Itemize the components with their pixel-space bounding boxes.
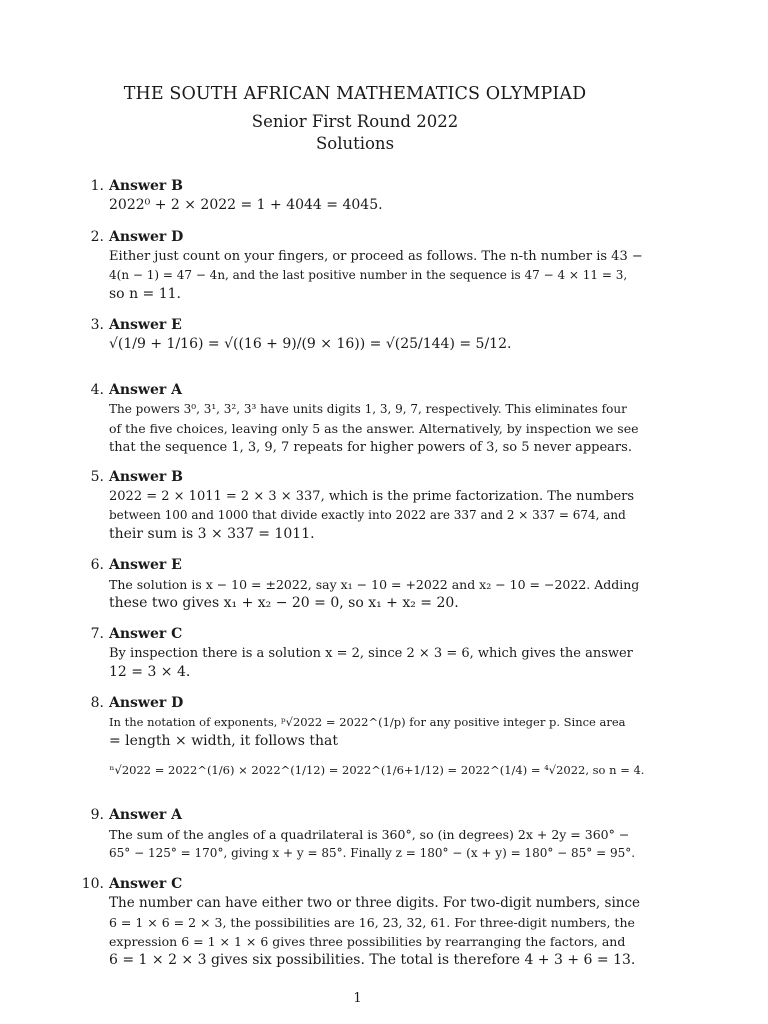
item-number: 3. bbox=[90, 317, 104, 333]
item-number: 6. bbox=[90, 557, 104, 573]
solution-line: The number can have either two or three digits. For two-digit numbers, since bbox=[109, 895, 641, 911]
solution-line: Either just count on your fingers, or proceed as follows. The n-th number is 43 − bbox=[109, 249, 643, 264]
solution-line: 12 = 3 × 4. bbox=[109, 664, 191, 680]
solution-line: 4(n − 1) = 47 − 4n, and the last positive number in the sequence is 47 − 4 × 11 = 3, bbox=[109, 268, 628, 282]
solution-line: 2022⁰ + 2 × 2022 = 1 + 4044 = 4045. bbox=[109, 197, 383, 213]
answer-label: Answer B bbox=[109, 469, 183, 485]
answer-label: Answer E bbox=[109, 557, 182, 573]
item-number: 8. bbox=[90, 695, 104, 711]
solution-line: expression 6 = 1 × 1 × 6 gives three possibilities by rearranging the factors, and bbox=[109, 934, 626, 949]
item-number: 7. bbox=[90, 626, 104, 642]
solution-line: The powers 3⁰, 3¹, 3², 3³ have units digits 1, 3, 9, 7, respectively. This eliminates four bbox=[109, 402, 627, 416]
solution-item bbox=[80, 316, 645, 354]
item-number: 9. bbox=[90, 807, 104, 823]
item-number: 5. bbox=[90, 469, 104, 485]
answer-label: Answer D bbox=[109, 695, 184, 711]
solution-line: between 100 and 1000 that divide exactly into 2022 are 337 and 2 × 337 = 674, and bbox=[109, 508, 626, 522]
section-title: Solutions bbox=[315, 134, 395, 153]
solution-item bbox=[80, 556, 645, 613]
solution-line: 2022 = 2 × 1011 = 2 × 3 × 337, which is the prime factorization. The numbers bbox=[109, 489, 635, 504]
item-number: 4. bbox=[90, 382, 104, 398]
page-number: 1 bbox=[353, 991, 362, 1006]
solution-line: these two gives x₁ + x₂ − 20 = 0, so x₁ + x₂ = 20. bbox=[109, 595, 459, 611]
answer-label: Answer A bbox=[109, 382, 182, 398]
answer-label: Answer A bbox=[109, 807, 182, 823]
answer-label: Answer C bbox=[109, 626, 183, 642]
solution-line: 6 = 1 × 6 = 2 × 3, the possibilities are 16, 23, 32, 61. For three-digit numbers, the bbox=[109, 915, 635, 930]
solution-line: 65° − 125° = 170°, giving x + y = 85°. Finally z = 180° − (x + y) = 180° − 85° = 95°. bbox=[109, 846, 636, 860]
document-title: THE SOUTH AFRICAN MATHEMATICS OLYMPIAD bbox=[123, 84, 587, 104]
solution-line: The solution is x − 10 = ±2022, say x₁ − 10 = +2022 and x₂ − 10 = −2022. Adding bbox=[109, 577, 640, 592]
solution-line: By inspection there is a solution x = 2, since 2 × 3 = 6, which gives the answer bbox=[109, 646, 633, 661]
document-subtitle: Senior First Round 2022 bbox=[251, 112, 459, 131]
display-equation: ⁿ√2022 = 2022^(1/6) × 2022^(1/12) = 2022^(1/6+1/12) = 2022^(1/4) = ⁴√2022, so n = 4. bbox=[109, 763, 645, 777]
solution-line: The sum of the angles of a quadrilateral is 360°, so (in degrees) 2x + 2y = 360° − bbox=[109, 827, 630, 842]
solution-line: of the five choices, leaving only 5 as the answer. Alternatively, by inspection we see bbox=[109, 421, 639, 436]
solution-item bbox=[80, 381, 645, 457]
answer-label: Answer E bbox=[109, 317, 182, 333]
solution-item bbox=[80, 177, 645, 215]
solution-line: 6 = 1 × 2 × 3 gives six possibilities. The total is therefore 4 + 3 + 6 = 13. bbox=[109, 952, 636, 968]
solution-line: = length × width, it follows that bbox=[109, 733, 338, 749]
item-number: 2. bbox=[90, 229, 104, 245]
answer-label: Answer C bbox=[109, 876, 183, 892]
item-number: 10. bbox=[81, 876, 104, 892]
solution-item bbox=[80, 468, 645, 544]
solution-item bbox=[80, 228, 645, 304]
solution-line: √(1/9 + 1/16) = √((16 + 9)/(9 × 16)) = √(25/144) = 5/12. bbox=[109, 336, 512, 352]
solution-line: In the notation of exponents, ᵖ√2022 = 2022^(1/p) for any positive integer p. Since area bbox=[109, 715, 626, 729]
solution-item bbox=[80, 875, 645, 970]
solution-item bbox=[80, 625, 645, 682]
solution-line: so n = 11. bbox=[109, 286, 181, 302]
solution-line: their sum is 3 × 337 = 1011. bbox=[109, 526, 315, 542]
solution-line: that the sequence 1, 3, 9, 7 repeats for higher powers of 3, so 5 never appears. bbox=[109, 440, 632, 455]
answer-label: Answer B bbox=[109, 178, 183, 194]
answer-label: Answer D bbox=[109, 229, 184, 245]
solution-item bbox=[80, 806, 645, 863]
item-number: 1. bbox=[90, 178, 104, 194]
solution-item bbox=[80, 694, 645, 780]
